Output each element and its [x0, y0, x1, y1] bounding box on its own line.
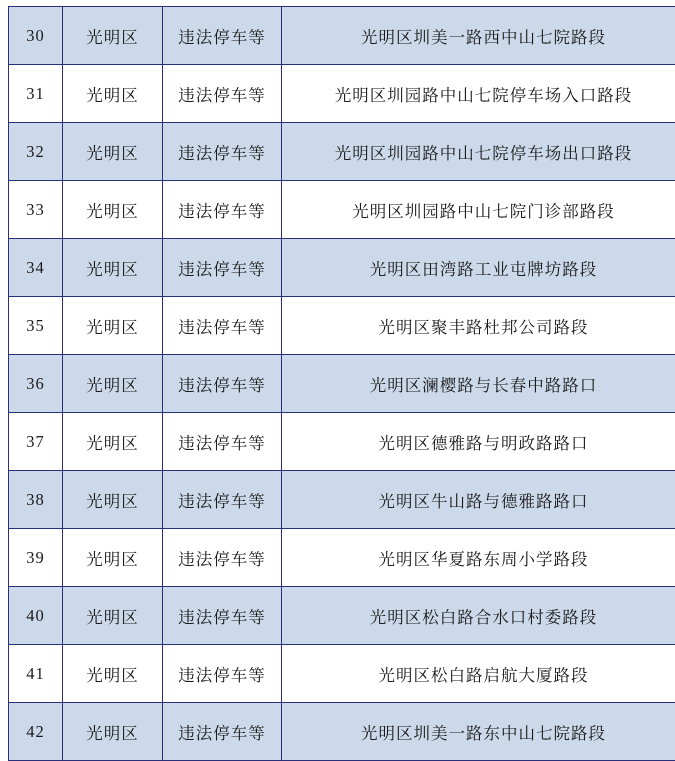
row-index-cell: 30 — [9, 7, 63, 65]
row-district-cell: 光明区 — [63, 239, 163, 297]
row-violation-type-cell: 违法停车等 — [163, 123, 282, 181]
row-district-cell: 光明区 — [63, 355, 163, 413]
row-location-cell: 光明区圳园路中山七院门诊部路段 — [282, 181, 675, 239]
row-violation-type-cell: 违法停车等 — [163, 645, 282, 703]
row-district-cell: 光明区 — [63, 65, 163, 123]
row-violation-type-cell: 违法停车等 — [163, 355, 282, 413]
row-district-cell: 光明区 — [63, 587, 163, 645]
row-location-cell: 光明区松白路启航大厦路段 — [282, 645, 675, 703]
table-row — [9, 529, 675, 587]
table-row — [9, 239, 675, 297]
row-violation-type-cell: 违法停车等 — [163, 529, 282, 587]
row-index-cell: 34 — [9, 239, 63, 297]
document-body — [0, 6, 675, 761]
row-location-cell: 光明区圳园路中山七院停车场入口路段 — [282, 65, 675, 123]
row-violation-type-cell: 违法停车等 — [163, 65, 282, 123]
row-violation-type-cell: 违法停车等 — [163, 181, 282, 239]
row-violation-type-cell: 违法停车等 — [163, 239, 282, 297]
row-location-cell: 光明区松白路合水口村委路段 — [282, 587, 675, 645]
row-district-cell: 光明区 — [63, 181, 163, 239]
row-location-cell: 光明区德雅路与明政路路口 — [282, 413, 675, 471]
row-index-cell: 37 — [9, 413, 63, 471]
row-district-cell: 光明区 — [63, 645, 163, 703]
table-row — [9, 123, 675, 181]
row-location-cell: 光明区圳园路中山七院停车场出口路段 — [282, 123, 675, 181]
row-district-cell: 光明区 — [63, 7, 163, 65]
row-violation-type-cell: 违法停车等 — [163, 7, 282, 65]
table-row — [9, 181, 675, 239]
row-index-cell: 38 — [9, 471, 63, 529]
table-row — [9, 413, 675, 471]
row-location-cell: 光明区华夏路东周小学路段 — [282, 529, 675, 587]
row-district-cell: 光明区 — [63, 529, 163, 587]
table-row — [9, 355, 675, 413]
violation-locations-table — [8, 6, 675, 761]
row-location-cell: 光明区田湾路工业屯牌坊路段 — [282, 239, 675, 297]
table-row — [9, 645, 675, 703]
row-violation-type-cell: 违法停车等 — [163, 413, 282, 471]
row-location-cell: 光明区圳美一路西中山七院路段 — [282, 7, 675, 65]
row-location-cell: 光明区牛山路与德雅路路口 — [282, 471, 675, 529]
row-index-cell: 39 — [9, 529, 63, 587]
row-location-cell: 光明区澜樱路与长春中路路口 — [282, 355, 675, 413]
row-district-cell: 光明区 — [63, 123, 163, 181]
row-district-cell: 光明区 — [63, 413, 163, 471]
row-violation-type-cell: 违法停车等 — [163, 703, 282, 761]
table-row — [9, 471, 675, 529]
row-district-cell: 光明区 — [63, 703, 163, 761]
row-index-cell: 35 — [9, 297, 63, 355]
table-row — [9, 65, 675, 123]
row-violation-type-cell: 违法停车等 — [163, 587, 282, 645]
row-violation-type-cell: 违法停车等 — [163, 471, 282, 529]
row-index-cell: 42 — [9, 703, 63, 761]
table-row — [9, 587, 675, 645]
row-location-cell: 光明区聚丰路杜邦公司路段 — [282, 297, 675, 355]
row-district-cell: 光明区 — [63, 471, 163, 529]
table-body — [9, 7, 675, 761]
row-index-cell: 32 — [9, 123, 63, 181]
row-index-cell: 31 — [9, 65, 63, 123]
row-index-cell: 36 — [9, 355, 63, 413]
row-district-cell: 光明区 — [63, 297, 163, 355]
table-row — [9, 703, 675, 761]
row-index-cell: 41 — [9, 645, 63, 703]
table-row — [9, 7, 675, 65]
row-index-cell: 33 — [9, 181, 63, 239]
row-violation-type-cell: 违法停车等 — [163, 297, 282, 355]
row-index-cell: 40 — [9, 587, 63, 645]
row-location-cell: 光明区圳美一路东中山七院路段 — [282, 703, 675, 761]
table-row — [9, 297, 675, 355]
